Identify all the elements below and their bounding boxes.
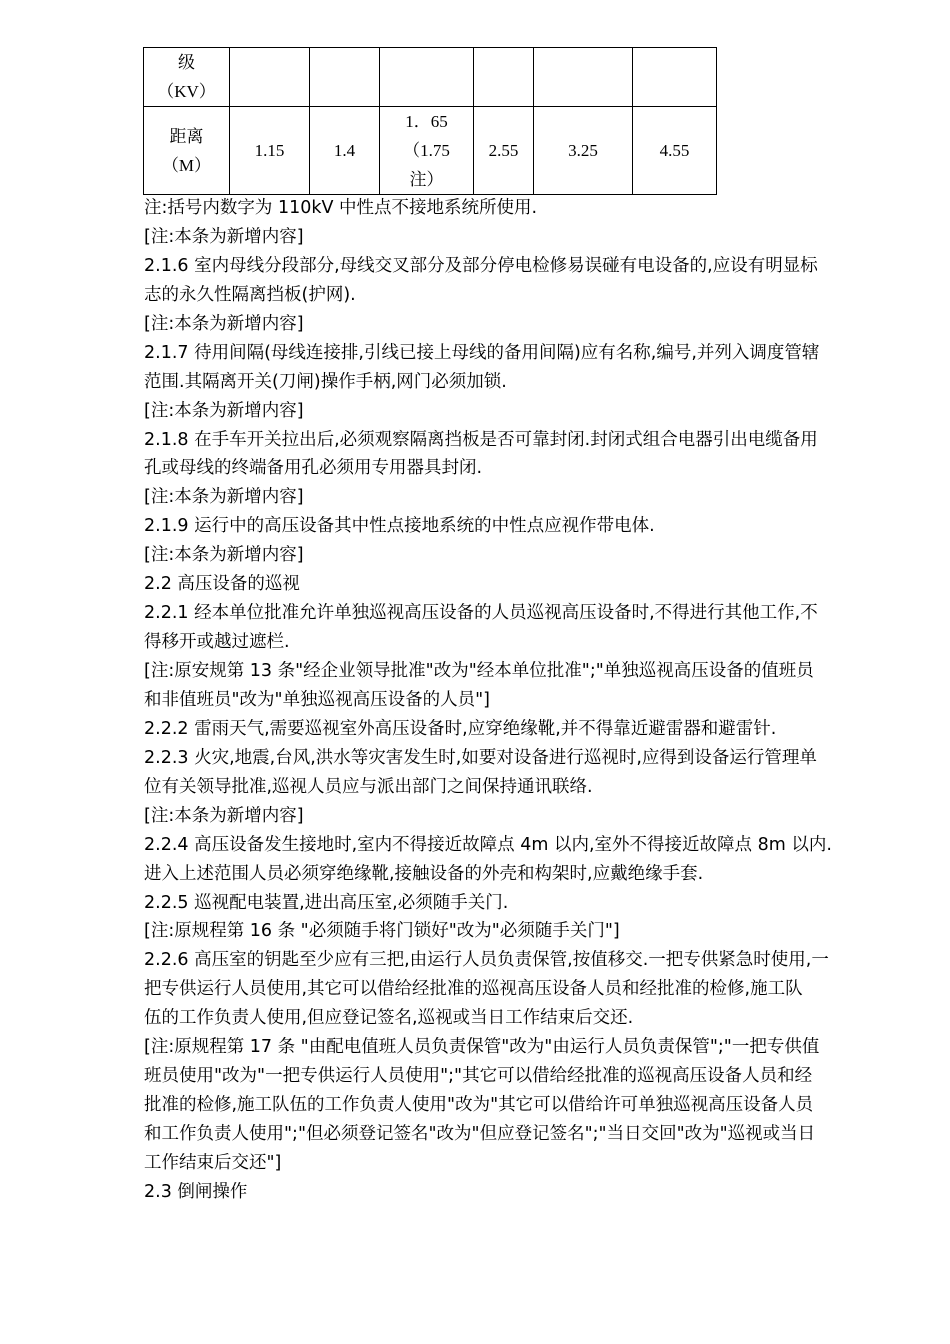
text-line: 孔或母线的终端备用孔必须用专用器具封闭.	[144, 458, 483, 479]
table-row	[144, 107, 717, 195]
text-line: [注:本条为新增内容]	[144, 805, 304, 826]
table-cell	[380, 107, 474, 195]
text-line: [注:原规程第 16 条 "必须随手将门锁好"改为"必须随手关门"]	[144, 921, 620, 942]
cell-text: 1.15	[254, 141, 285, 160]
text-line: 2.2.5 巡视配电装置,进出高压室,必须随手关门.	[144, 892, 509, 913]
text-line: [注:本条为新增内容]	[144, 487, 304, 508]
text-line: 2.1.8 在手车开关拉出后,必须观察隔离挡板是否可靠封闭.封闭式组合电器引出电缆备用	[144, 429, 818, 450]
text-line: 2.2.2 雷雨天气,需要巡视室外高压设备时,应穿绝缘靴,并不得靠近避雷器和避雷针.	[144, 718, 777, 739]
table-cell	[474, 107, 534, 195]
cell-text: 1.4	[333, 141, 356, 160]
cell-text: 4.55	[659, 141, 690, 160]
text-line: 2.2.6 高压室的钥匙至少应有三把,由运行人员负责保管,按值移交.一把专供紧急时使用,一	[144, 950, 829, 971]
text-line: [注:本条为新增内容]	[144, 400, 304, 421]
text-line: 2.2 高压设备的巡视	[144, 574, 300, 595]
table-cell	[310, 48, 380, 107]
table-cell	[144, 48, 230, 107]
text-line: 班员使用"改为"一把专供运行人员使用";"其它可以借给经批准的巡视高压设备人员和经	[144, 1066, 813, 1087]
distance-table	[143, 47, 717, 195]
text-line: 2.3 倒闸操作	[144, 1181, 248, 1202]
text-line: 伍的工作负责人使用,但应登记签名,巡视或当日工作结束后交还.	[144, 1008, 634, 1029]
cell-text: 3.25	[568, 141, 598, 160]
text-line: 志的永久性隔离挡板(护网).	[144, 284, 356, 305]
table-row	[144, 48, 717, 107]
cell-text: 1．65 （1.75 注）	[403, 112, 450, 189]
text-line: 和工作负责人使用";"但必须登记签名"改为"但应登记签名";"当日交回"改为"巡视或当日	[144, 1124, 816, 1144]
table-cell	[633, 107, 717, 195]
text-line: [注:本条为新增内容]	[144, 313, 304, 334]
text-line: 批准的检修,施工队伍的工作负责人使用"改为"其它可以借给许可单独巡视高压设备人员	[144, 1095, 814, 1116]
text-line: [注:本条为新增内容]	[144, 545, 304, 566]
text-line: 和非值班员"改为"单独巡视高压设备的人员"]	[144, 689, 490, 710]
body-text	[144, 194, 879, 1207]
table-cell	[633, 48, 717, 107]
text-line: 注:括号内数字为 110kV 中性点不接地系统所使用.	[144, 198, 538, 218]
text-line: 位有关领导批准,巡视人员应与派出部门之间保持通讯联络.	[144, 776, 593, 797]
table-cell	[144, 107, 230, 195]
text-line: 2.1.7 待用间隔(母线连接排,引线已接上母线的备用间隔)应有名称,编号,并列入调度管辖	[144, 342, 820, 363]
text-line: 2.1.6 室内母线分段部分,母线交叉部分及部分停电检修易误碰有电设备的,应设有明显标	[144, 255, 818, 276]
text-line: 工作结束后交还"]	[144, 1152, 282, 1173]
cell-text: 距离 （M）	[161, 126, 212, 175]
text-line: [注:原规程第 17 条 "由配电值班人员负责保管"改为"由运行人员负责保管";"一把专供值	[144, 1037, 820, 1058]
text-line: [注:原安规第 13 条"经企业领导批准"改为"经本单位批准";"单独巡视高压设备的值班员	[144, 661, 814, 681]
table-cell	[230, 48, 310, 107]
text-line: 2.2.1 经本单位批准允许单独巡视高压设备的人员巡视高压设备时,不得进行其他工作,不	[144, 603, 818, 624]
table-cell	[534, 107, 633, 195]
table-cell	[474, 48, 534, 107]
text-line: 2.1.9 运行中的高压设备其中性点接地系统的中性点应视作带电体.	[144, 516, 655, 537]
text-line: 2.2.4 高压设备发生接地时,室内不得接近故障点 4m 以内,室外不得接近故障点 8m 以内.	[144, 834, 832, 855]
text-line: [注:本条为新增内容]	[144, 226, 304, 247]
text-line: 得移开或越过遮栏.	[144, 632, 290, 653]
text-line: 把专供运行人员使用,其它可以借给经批准的巡视高压设备人员和经批准的检修,施工队	[144, 979, 803, 1000]
text-line: 进入上述范围人员必须穿绝缘靴,接触设备的外壳和构架时,应戴绝缘手套.	[144, 863, 704, 884]
cell-text: 2.55	[488, 141, 519, 160]
table-cell	[230, 107, 310, 195]
table-cell	[310, 107, 380, 195]
table-cell	[534, 48, 633, 107]
text-line: 范围.其隔离开关(刀闸)操作手柄,网门必须加锁.	[144, 371, 507, 392]
table-cell	[380, 48, 474, 107]
cell-text: 级 （KV）	[157, 53, 216, 101]
text-line: 2.2.3 火灾,地震,台风,洪水等灾害发生时,如要对设备进行巡视时,应得到设备运行管理单	[144, 747, 817, 768]
